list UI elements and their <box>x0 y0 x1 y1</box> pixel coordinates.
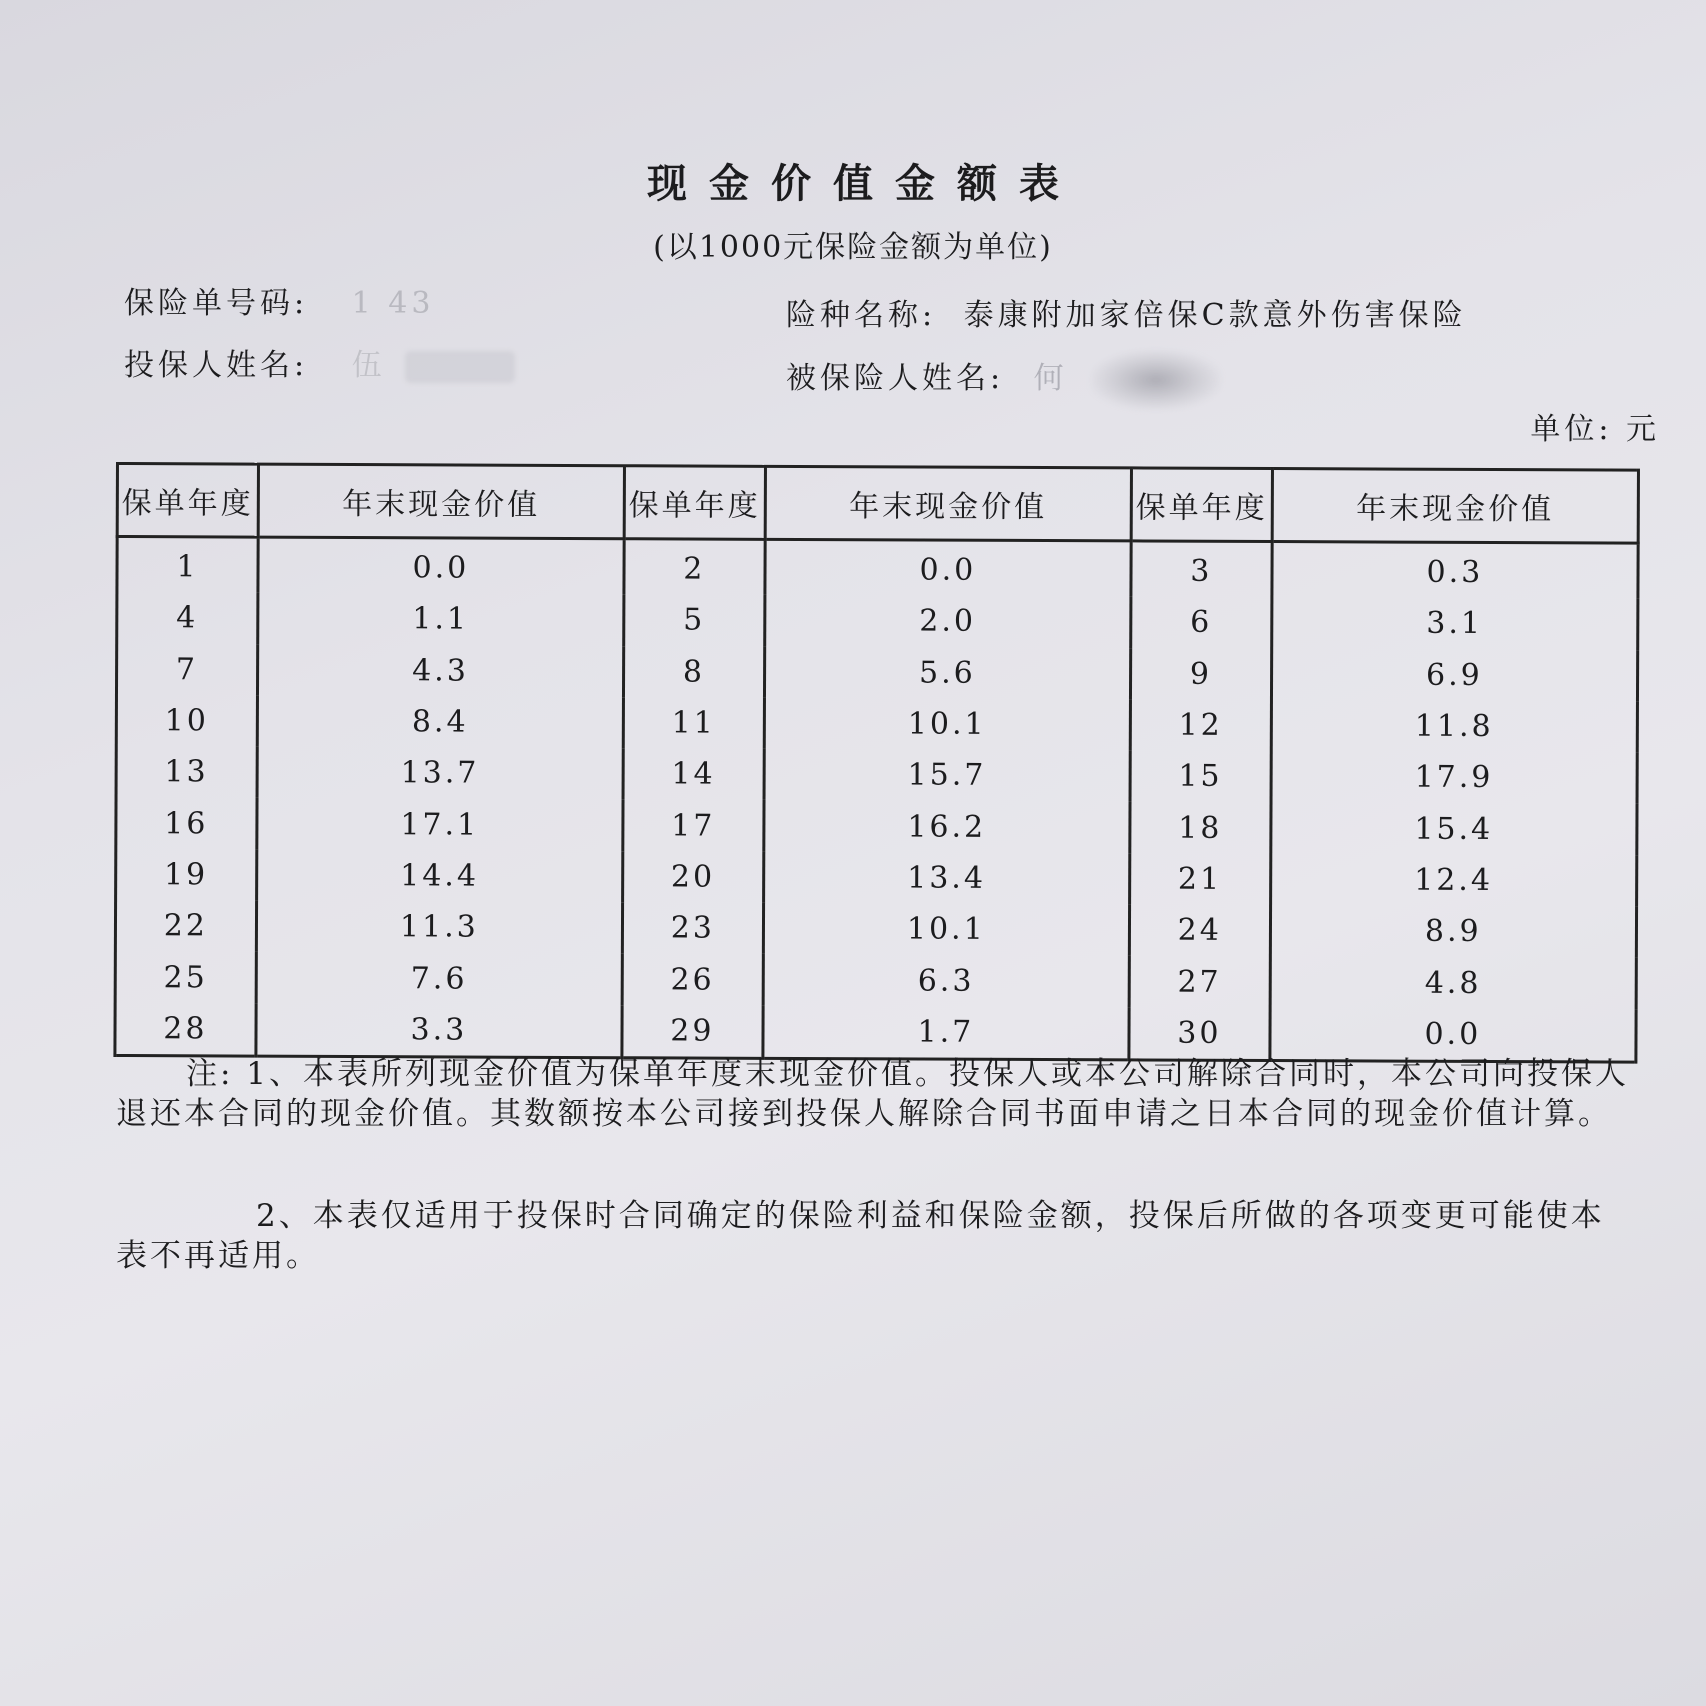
cash-value-cell: 16.2 <box>764 800 1130 853</box>
cash-value-cell: 10.1 <box>764 698 1130 751</box>
header-cash-value: 年末现金价值 <box>765 466 1132 541</box>
table-row <box>116 746 1637 804</box>
note-2: 2、本表仅适用于投保时合同确定的保险利益和保险金额，投保后所做的各项变更可能使本表不再适用。 <box>116 1198 1605 1274</box>
cash-value-cell: 13.4 <box>763 852 1129 905</box>
insured-name-label: 被保险人姓名: <box>786 361 1005 396</box>
cash-value-cell: 17.9 <box>1271 751 1637 804</box>
policy-year-cell: 7 <box>116 644 257 696</box>
product-name-label: 险种名称: <box>786 298 937 333</box>
product-name-field <box>786 290 1467 334</box>
applicant-name-label: 投保人姓名: <box>124 348 309 383</box>
cash-value-cell: 15.7 <box>764 749 1130 802</box>
table-body <box>115 537 1638 1063</box>
cash-value-cell: 7.6 <box>256 952 622 1005</box>
policy-number-field <box>124 278 434 322</box>
policy-year-cell: 3 <box>1131 541 1272 597</box>
policy-year-cell: 5 <box>624 595 765 647</box>
cash-value-cell: 1.1 <box>257 593 623 646</box>
policy-year-cell: 14 <box>623 748 764 800</box>
policy-year-cell: 10 <box>116 695 257 747</box>
table-row <box>116 797 1637 855</box>
policy-year-cell: 23 <box>622 902 763 954</box>
policy-year-cell: 12 <box>1130 699 1271 751</box>
policy-year-cell: 11 <box>623 697 764 749</box>
policy-year-cell: 29 <box>622 1005 763 1058</box>
cash-value-cell: 3.3 <box>256 1003 622 1057</box>
header-policy-year: 保单年度 <box>624 466 765 540</box>
cash-value-cell: 6.3 <box>763 954 1129 1007</box>
applicant-name-value: 伍 <box>351 348 386 383</box>
cash-value-cell: 10.1 <box>763 903 1129 956</box>
cash-value-cell: 0.3 <box>1272 542 1639 599</box>
table-row <box>115 951 1636 1009</box>
cash-value-cell: 11.8 <box>1271 700 1637 753</box>
cash-value-cell: 12.4 <box>1270 854 1636 907</box>
policy-year-cell: 26 <box>622 954 763 1006</box>
cash-value-cell: 0.0 <box>258 537 624 594</box>
policy-year-cell: 2 <box>624 539 765 595</box>
insured-name-value: 何 <box>1033 361 1068 396</box>
table-row <box>116 695 1637 753</box>
policy-year-cell: 15 <box>1130 751 1271 803</box>
cash-value-table <box>113 462 1640 1064</box>
header-policy-year: 保单年度 <box>1131 468 1272 542</box>
table-row <box>117 592 1638 650</box>
cash-value-cell: 4.8 <box>1270 956 1636 1009</box>
policy-year-cell: 20 <box>623 851 764 903</box>
table-row <box>116 644 1637 702</box>
policy-year-cell: 24 <box>1129 905 1270 957</box>
redaction-mark <box>405 351 515 383</box>
cash-value-cell: 0.0 <box>765 539 1131 596</box>
cash-value-cell: 11.3 <box>256 901 622 954</box>
cash-value-cell: 2.0 <box>764 595 1130 648</box>
policy-year-cell: 16 <box>116 797 257 849</box>
note-1: 注: 1、本表所列现金价值为保单年度末现金价值。投保人或本公司解除合同时，本公司向投保人退还本合同的现金价值。其数额按本公司接到投保人解除合同书面申请之日本合同的现金价值计算。 <box>116 1056 1630 1132</box>
policy-year-cell: 25 <box>115 951 256 1003</box>
header-cash-value: 年末现金价值 <box>1272 469 1639 544</box>
cash-value-cell: 8.4 <box>257 696 623 749</box>
table-header-row <box>117 464 1638 544</box>
applicant-name-field <box>124 340 515 384</box>
cash-value-cell: 6.9 <box>1271 649 1637 702</box>
policy-year-cell: 27 <box>1129 956 1270 1008</box>
cash-value-cell: 8.9 <box>1270 905 1636 958</box>
cash-value-cell: 17.1 <box>257 798 623 851</box>
policy-year-cell: 19 <box>116 849 257 901</box>
cash-value-cell: 5.6 <box>764 646 1130 699</box>
table-row <box>116 849 1637 907</box>
page-title: 现金价值金额表 <box>647 160 1081 207</box>
policy-year-cell: 21 <box>1130 853 1271 905</box>
cash-value-cell: 13.7 <box>257 747 623 800</box>
policy-number-label: 保险单号码: <box>124 286 309 321</box>
product-name-value: 泰康附加家倍保C款意外伤害保险 <box>963 298 1467 333</box>
policy-year-cell: 4 <box>117 592 258 644</box>
policy-year-cell: 13 <box>116 746 257 798</box>
cash-value-cell: 1.7 <box>763 1005 1129 1059</box>
cash-value-cell: 3.1 <box>1271 597 1637 650</box>
cash-value-cell: 15.4 <box>1271 803 1637 856</box>
redaction-smudge <box>1091 350 1221 410</box>
table-row <box>117 537 1638 599</box>
policy-year-cell: 8 <box>623 646 764 698</box>
table-row <box>115 900 1636 958</box>
header-policy-year: 保单年度 <box>117 464 258 538</box>
policy-year-cell: 6 <box>1131 597 1272 649</box>
cash-value-cell: 4.3 <box>257 644 623 697</box>
policy-year-cell: 9 <box>1130 648 1271 700</box>
header-cash-value: 年末现金价值 <box>258 464 625 539</box>
policy-year-cell: 1 <box>117 537 258 593</box>
policy-year-cell: 22 <box>115 900 256 952</box>
policy-year-cell: 30 <box>1129 1007 1270 1060</box>
policy-year-cell: 17 <box>623 800 764 852</box>
policy-number-value: 1 43 <box>351 286 435 321</box>
policy-year-cell: 28 <box>115 1003 256 1056</box>
policy-year-cell: 18 <box>1130 802 1271 854</box>
insured-name-field <box>786 350 1221 410</box>
cash-value-cell: 0.0 <box>1270 1008 1636 1062</box>
cash-value-cell: 14.4 <box>256 849 622 902</box>
page-subtitle: (以1000元保险金额为单位) <box>653 230 1053 265</box>
unit-label: 单位: 元 <box>1530 412 1660 447</box>
